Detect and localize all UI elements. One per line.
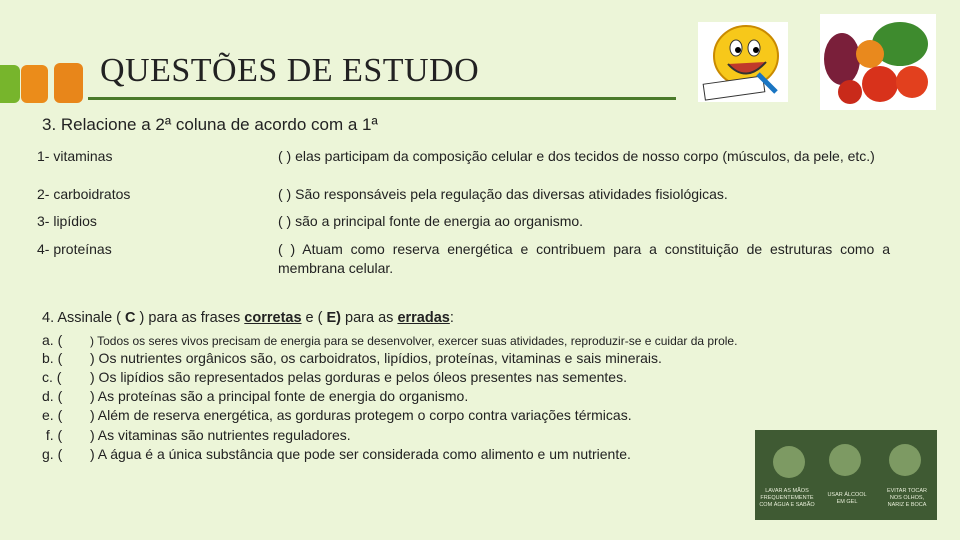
q3-right-item-3: ( ) são a principal fonte de energia ao organismo. (278, 213, 584, 229)
svg-text:COM ÁGUA E SABÃO: COM ÁGUA E SABÃO (759, 502, 815, 508)
svg-text:NARIZ E BOCA: NARIZ E BOCA (887, 502, 927, 508)
q4-item-e: e. ( ) Além de reserva energética, as gorduras protegem o corpo contra variações térmicas. (42, 407, 632, 423)
q4-item-c: c. ( ) Os lipídios são representados pelas gorduras e pelos óleos presentes nas sementes. (42, 369, 627, 385)
question-3-prompt: 3. Relacione a 2ª coluna de acordo com a 1ª (42, 115, 378, 134)
q4-item-f: f. ( ) As vitaminas são nutrientes reguladores. (42, 427, 351, 443)
svg-text:EM GEL: EM GEL (836, 499, 858, 505)
q3-left-item-2: 2- carboidratos (37, 186, 131, 202)
decor-square-orange (21, 65, 48, 103)
title-underline (88, 97, 676, 100)
question-4-prompt: 4. Assinale ( C ) para as frases corretas e ( E) para as erradas: (42, 310, 454, 326)
page-title: QUESTÕES DE ESTUDO (100, 52, 480, 89)
q3-left-item-4: 4- proteínas (37, 241, 112, 257)
q4-item-a: a. ( ) Todos os seres vivos precisam de energia para se desenvolver, exercer suas atividades, reproduzir-se e cuidar da prole. (42, 332, 738, 348)
decor-square-orange-2 (54, 63, 83, 103)
q3-right-item-1: ( ) elas participam da composição celular e dos tecidos de nosso corpo (músculos, da pele, etc.) (278, 148, 875, 164)
q4-item-b: b. ( ) Os nutrientes orgânicos são, os carboidratos, lipídios, proteínas, vitaminas e sais minerais. (42, 350, 662, 366)
q4-item-g: g. ( ) A água é a única substância que pode ser considerada como alimento e um nutriente. (42, 446, 631, 462)
q3-right-item-4: ( ) Atuam como reserva energética e contribuem para a constituição de estruturas como a membrana celular. (278, 241, 890, 276)
svg-text:NOS OLHOS,: NOS OLHOS, (889, 495, 925, 501)
smiley-writing-icon (698, 22, 788, 102)
poster-caption-1: LAVAR AS MÃOS (765, 488, 809, 494)
q3-left-item-1: 1- vitaminas (37, 148, 113, 164)
q3-right-item-2: ( ) São responsáveis pela regulação das diversas atividades fisiológicas. (278, 186, 728, 202)
poster-caption-2: USAR ÁLCOOL (827, 492, 867, 498)
hygiene-poster-image (755, 430, 937, 520)
decor-square-green (0, 65, 20, 103)
svg-text:FREQUENTEMENTE: FREQUENTEMENTE (760, 495, 814, 501)
poster-caption-3: EVITAR TOCAR (886, 488, 928, 494)
vegetables-image (820, 14, 936, 110)
q4-item-d: d. ( ) As proteínas são a principal fonte de energia do organismo. (42, 388, 469, 404)
q3-left-item-3: 3- lipídios (37, 213, 97, 229)
